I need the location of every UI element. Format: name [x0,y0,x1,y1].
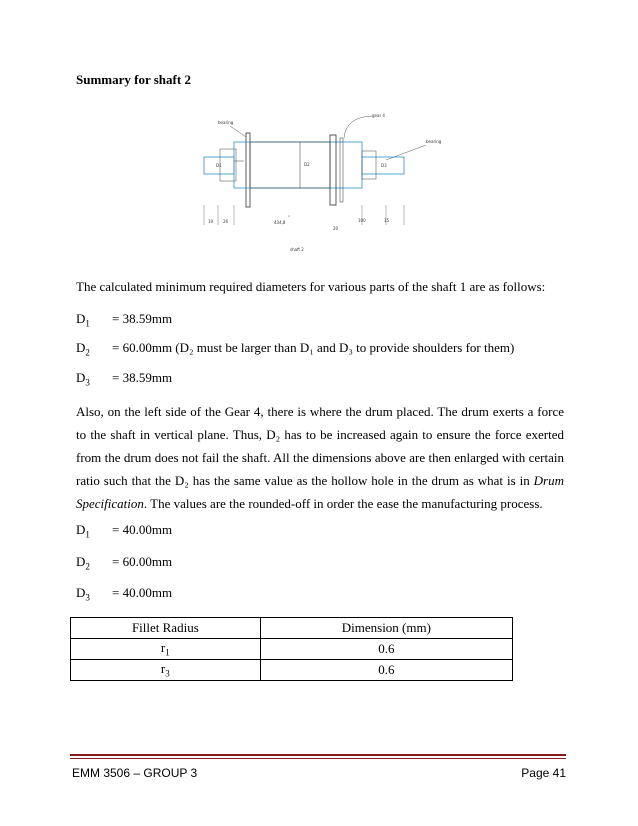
min-diameter-d1: $D_1 = 38.59mm$ [76,311,173,329]
table-cell: 0.6 [260,660,512,681]
table-cell: $r_3$ [71,660,261,681]
section-heading: Summary for shaft 2 [76,72,191,87]
diagram-dim-15: 15 [384,218,390,223]
diagram-dim-20: 20 [333,226,339,231]
symbol: $D_2$ [76,340,90,358]
drum-paragraph: Also, on the left side of the Gear 4, there is where the drum placed. The drum exerts a force to the shaft in vertical plane. Thus, D₂ has to be increased again to ensure the force exerted from the drum does not fail the shaft. All the dimensions above are then enlarged with certain ratio such that the D₂ has the same value as the hollow hole in the drum as what is in Drum Specification. The values are the rounded-off in order the ease the manufacturing process. [76,404,564,511]
symbol: $D_2$ [76,554,90,572]
final-diameter-d3: $D_3 = 40.00mm$ [76,585,173,603]
table-cell: 0.6 [260,639,512,660]
table-row [71,639,513,660]
diagram-dim-19: 19 [208,219,214,224]
diagram-caption: shaft 2 [290,247,304,252]
footer-rule [70,754,566,756]
table-header: Dimension (mm) [260,618,512,639]
final-diameter-d1: $D_1 = 40.00mm$ [76,522,173,540]
diagram-label-bearing-right: bearing [426,139,442,144]
symbol: $D_1$ [76,522,90,540]
footer-left: EMM 3506 – GROUP 3 [72,766,198,780]
svg-text:": " [288,215,290,220]
diagram-label-gear: gear 4 [372,113,385,118]
footer-rule-thin [70,758,566,759]
shaft-diagram [196,105,446,260]
table-cell: $r_1$ [71,639,261,660]
symbol: $D_3$ [76,370,90,388]
symbol: $D_1$ [76,311,90,329]
diagram-dim-26: 26 [223,219,229,224]
min-diameter-d2: $D_2 = 60.00mm$ (D₂ must be larger than D₁ and D₃ to provide shoulders for them) [76,340,515,358]
symbol: $D_3$ [76,585,90,603]
diagram-dim-434: 434,8 [274,220,286,225]
intro-text: The calculated minimum required diameters for various parts of the shaft 1 are as follows: [76,279,546,294]
diagram-dim-100: 100 [358,218,366,223]
fillet-radius-table [70,617,513,681]
diagram-label-bearing-left: bearing [218,120,234,125]
diagram-label-d2: D2 [304,162,310,167]
diagram-label-d1: D1 [216,163,222,168]
table-header-row [71,618,513,639]
min-diameter-d3: $D_3 = 38.59mm$ [76,370,173,388]
footer-page-number: Page 41 [521,766,566,780]
table-header: Fillet Radius [71,618,261,639]
diagram-label-d3: D3 [381,163,387,168]
table-row [71,660,513,681]
final-diameter-d2: $D_2 = 60.00mm$ [76,554,173,572]
